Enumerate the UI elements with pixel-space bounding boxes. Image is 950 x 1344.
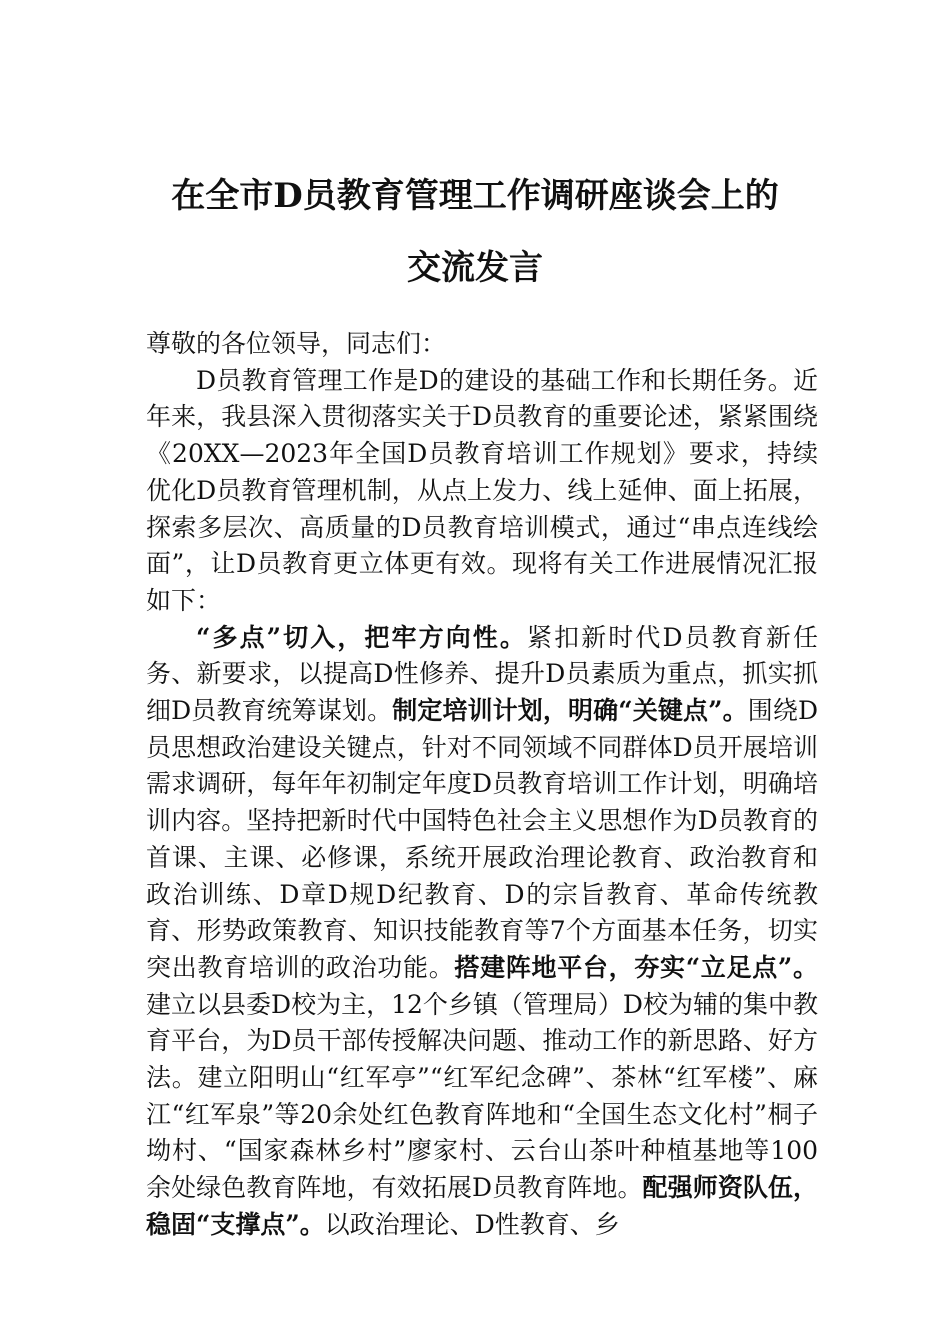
teachers-text: 以政治理论、D性教育、乡 xyxy=(324,1209,620,1239)
paragraph-section-1 xyxy=(146,620,818,1244)
section-heading: “多点”切入，把牢方向性。 xyxy=(196,622,527,652)
title-line-2: 交流发言 xyxy=(407,248,543,288)
salutation: 尊敬的各位领导，同志们： xyxy=(146,329,447,358)
title-line-1: 在全市D员教育管理工作调研座谈会上的 xyxy=(171,176,779,216)
subheading-platform: 搭建阵地平台，夯实“立足点”。 xyxy=(454,952,818,982)
subheading-teachers: 配强师资队伍，稳固“支撑点”。 xyxy=(146,1173,818,1239)
document-title xyxy=(100,160,850,304)
subheading-plan: 制定培训计划，明确“关键点”。 xyxy=(392,696,748,726)
paragraph-intro: D员教育管理工作是D的建设的基础工作和长期任务。近年来，我县深入贯彻落实关于D员教育的重要论述，紧紧围绕《20XX—2023年全国D员教育培训工作规划》要求，持续优化D员教育管理机制，从点上发力、线上延伸、面上拓展，探索多层次、高质量的D员教育培训模式，通过“串点连线绘面”，让D员教育更立体更有效。现将有关工作进展情况汇报如下： xyxy=(146,365,818,615)
section-text: 紧扣新时代D员教育新任务、新要求，以提高D性修养、提升D员素质为重点，抓实抓细D员教育统筹谋划。 xyxy=(146,622,818,726)
document-body xyxy=(146,326,818,1244)
platform-text: 建立以县委D校为主，12个乡镇（管理局）D校为辅的集中教育平台，为D员干部传授解决问题、推动工作的新思路、好方法。建立阳明山“红军亭”“红军纪念碑”、茶林“红军楼”、麻江“红军泉”等20余处红色教育阵地和“全国生态文化村”桐子坳村、“国家森林乡村”廖家村、云台山茶叶种植基地等100余处绿色教育阵地，有效拓展D员教育阵地。 xyxy=(146,989,818,1203)
plan-text: 围绕D员思想政治建设关键点，针对不同领域不同群体D员开展培训需求调研，每年年初制定年度D员教育培训工作计划，明确培训内容。坚持把新时代中国特色社会主义思想作为D员教育的首课、主课、必修课，系统开展政治理论教育、政治教育和政治训练、D章D规D纪教育、D的宗旨教育、革命传统教育、形势政策教育、知识技能教育等7个方面基本任务，切实突出教育培训的政治功能。 xyxy=(146,696,819,982)
